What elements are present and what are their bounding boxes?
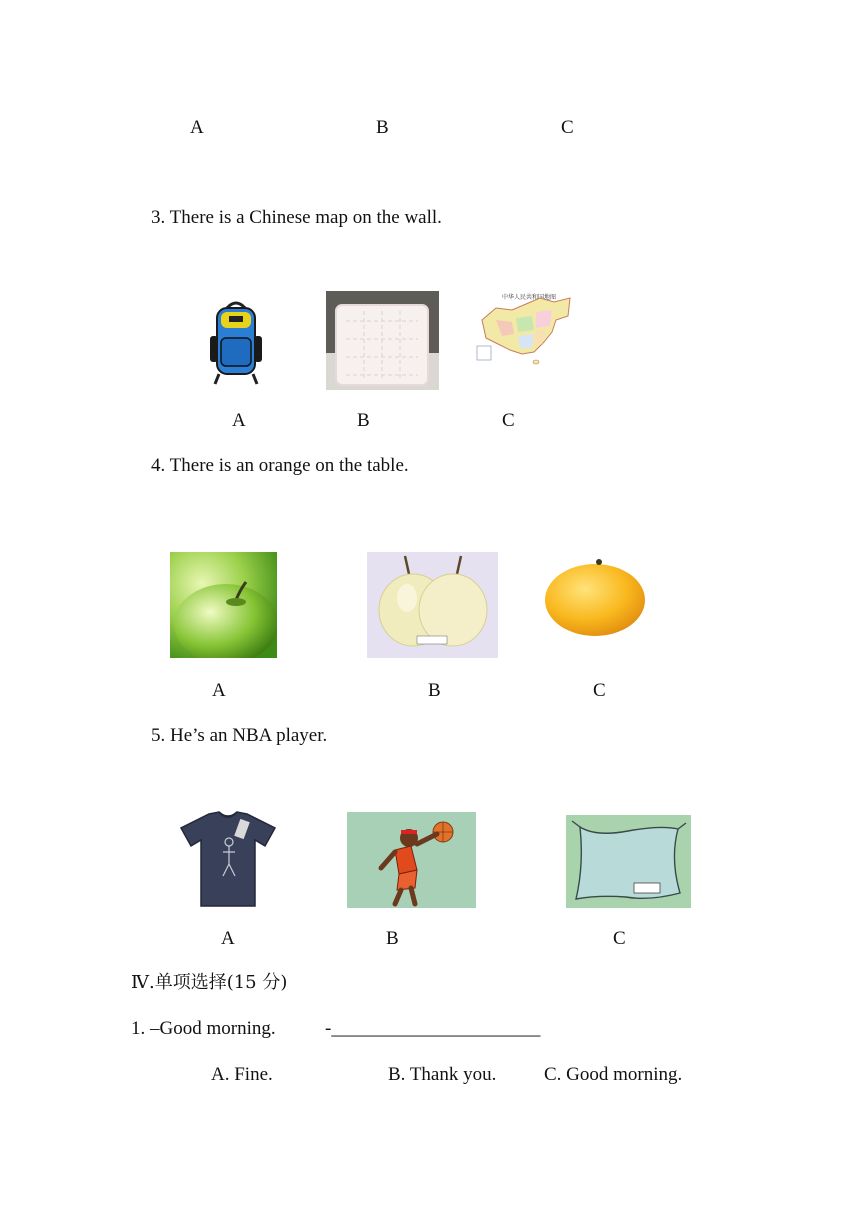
q2-label-c: C bbox=[561, 117, 574, 138]
mc1-option-c[interactable]: C. Good morning. bbox=[544, 1064, 683, 1085]
q4-label-b: B bbox=[428, 680, 441, 701]
q3-question: 3. There is a Chinese map on the wall. bbox=[151, 207, 442, 228]
orange-picture bbox=[544, 556, 646, 638]
q4-label-a: A bbox=[212, 680, 226, 701]
basketball-player-picture bbox=[347, 812, 476, 908]
green-apple-picture bbox=[170, 552, 277, 658]
q3-label-b: B bbox=[357, 410, 370, 431]
china-map-picture bbox=[474, 290, 574, 368]
mattress-picture bbox=[326, 291, 439, 390]
backpack-picture bbox=[205, 298, 267, 386]
q5-label-a: A bbox=[221, 928, 235, 949]
q2-label-b: B bbox=[376, 117, 389, 138]
q5-label-b: B bbox=[386, 928, 399, 949]
q3-label-c: C bbox=[502, 410, 515, 431]
mc1-option-a[interactable]: A. Fine. bbox=[211, 1064, 273, 1085]
q3-label-a: A bbox=[232, 410, 246, 431]
pears-picture bbox=[367, 552, 498, 658]
mc1-option-b[interactable]: B. Thank you. bbox=[388, 1064, 497, 1085]
mc1-answer-blank[interactable]: -______________________ bbox=[325, 1018, 541, 1039]
t-shirt-picture bbox=[179, 808, 277, 909]
mc1-question: 1. –Good morning. bbox=[131, 1018, 276, 1039]
q2-label-a: A bbox=[190, 117, 204, 138]
q5-question: 5. He’s an NBA player. bbox=[151, 725, 328, 746]
q4-label-c: C bbox=[593, 680, 606, 701]
q4-question: 4. There is an orange on the table. bbox=[151, 455, 409, 476]
map-title: 中华人民共和国地图 bbox=[502, 294, 557, 301]
q5-label-c: C bbox=[613, 928, 626, 949]
pillow-picture bbox=[566, 815, 691, 908]
section-heading: Ⅳ.单项选择(15 分) bbox=[131, 972, 288, 993]
